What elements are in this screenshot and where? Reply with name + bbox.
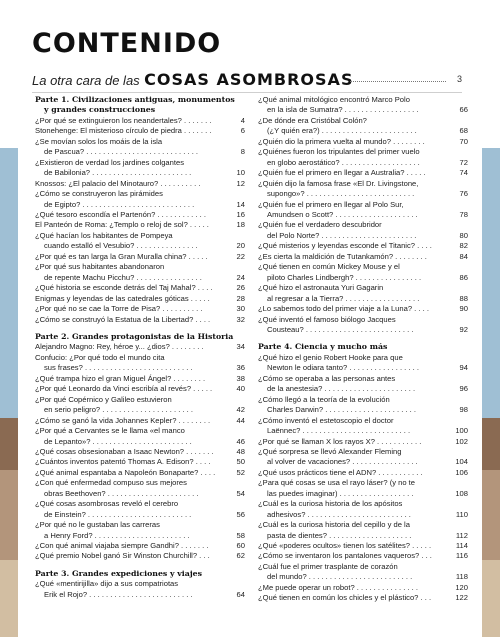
section-heading: Parte 3. Grandes expediciones y viajes [35, 568, 202, 578]
intro-entry[interactable] [32, 70, 462, 90]
toc-entry-page: 24 [236, 272, 245, 282]
intro-entry-leader [350, 81, 446, 82]
toc-entry-page: 122 [455, 593, 468, 603]
toc-entry[interactable] [258, 489, 468, 499]
toc-entry[interactable] [258, 583, 468, 593]
toc-entry-text: a Henry Ford? . . . . . . . . . . . . . . . . . . . . . . . [44, 530, 190, 540]
toc-entry-text: ¿Quién dijo la famosa frase «El Dr. Livingstone, [258, 178, 419, 188]
toc-entry-text: ¿Por qué Leonardo da Vinci escribía al revés? . . . . . [35, 384, 213, 394]
toc-entry-page: 28 [236, 293, 245, 303]
toc-entry[interactable] [258, 273, 468, 283]
toc-entry[interactable] [258, 363, 468, 373]
toc-entry-page: 112 [455, 530, 468, 540]
toc-entry-page: 102 [455, 436, 468, 446]
toc-entry-page: 32 [236, 314, 245, 324]
toc-entry-text: ¿Por qué se extinguieron los neandertales? . . . . . . . [35, 115, 212, 125]
toc-entry-page: 118 [455, 572, 468, 582]
toc-entry[interactable] [35, 179, 245, 189]
toc-entry-text: ¿Por qué a Cervantes se le llama «el manco [35, 426, 185, 436]
toc-entry-page: 94 [459, 363, 468, 373]
toc-entry-page: 104 [455, 457, 468, 467]
toc-entry-text: de Egipto? . . . . . . . . . . . . . . . . . . . . . . . . . . . [44, 199, 195, 209]
toc-entry-text: Knossos: ¿El palacio del Minotauro? . . . . . . . . . . [35, 178, 201, 188]
toc-entry[interactable] [35, 590, 245, 600]
toc-entry-page: 114 [455, 541, 468, 551]
toc-entry-text: ¿Cómo se construyeron las pirámides [35, 189, 163, 199]
section-heading: Parte 1. Civilizaciones antiguas, monumentos [35, 95, 235, 104]
toc-entry-text: de Lepanto»? . . . . . . . . . . . . . . . . . . . . . . . . [44, 436, 192, 446]
toc-entry-page: 96 [459, 384, 468, 394]
toc-entry[interactable] [258, 210, 468, 220]
toc-entry[interactable] [258, 416, 468, 426]
toc-entry-text: Cousteau? . . . . . . . . . . . . . . . . . . . . . . . . . . [267, 324, 414, 334]
toc-entry[interactable] [35, 457, 245, 467]
toc-entry-page: 92 [459, 324, 468, 334]
toc-column-left [35, 95, 245, 600]
toc-entry-page: 108 [455, 488, 468, 498]
toc-entry-text: ¿Por qué se llaman X los rayos X? . . . . . . . . . . . [258, 436, 422, 446]
toc-entry[interactable] [35, 384, 245, 394]
toc-entry-text: supongo»? . . . . . . . . . . . . . . . . . . . . . . . . . . [267, 189, 415, 199]
toc-entry-text: ¿Cuántos inventos patentó Thomas A. Edison? . . . . [35, 457, 211, 467]
toc-entry[interactable] [258, 478, 468, 488]
toc-entry-page: 30 [236, 304, 245, 314]
toc-entry-text: sus frases? . . . . . . . . . . . . . . . . . . . . . . . . . . [44, 363, 193, 373]
toc-entry[interactable] [258, 137, 468, 147]
toc-entry-text: ¿Quién fue el primero en llegar al Polo Sur, [258, 199, 404, 209]
toc-entry[interactable] [35, 231, 245, 241]
toc-entry-page: 8 [240, 147, 245, 157]
toc-entry[interactable] [35, 210, 245, 220]
toc-entry-text: ¿Cuál es la curiosa historia de los apósitos [258, 499, 403, 509]
toc-entry[interactable] [35, 395, 245, 405]
toc-entry[interactable] [258, 353, 468, 363]
toc-entry[interactable] [35, 478, 245, 488]
toc-entry[interactable] [35, 315, 245, 325]
toc-entry[interactable] [258, 384, 468, 394]
toc-entry-text: ¿Qué historia se esconde detrás del Taj Mahal? . . . . [35, 283, 213, 293]
toc-entry-text: ¿Qué animal espantaba a Napoleón Bonaparte? . . . . [35, 467, 216, 477]
toc-entry[interactable] [258, 116, 468, 126]
section-heading: y grandes construcciones [44, 105, 156, 115]
toc-entry-text: de repente Machu Picchu? . . . . . . . . . . . . . . . . [44, 272, 202, 282]
toc-entry[interactable] [258, 283, 468, 293]
toc-entry-text: al regresar a la Tierra? . . . . . . . . . . . . . . . . . . [267, 293, 420, 303]
toc-entry[interactable] [258, 179, 468, 189]
toc-entry-text: ¿Por qué no le gustaban las carreras [35, 520, 160, 530]
toc-entry[interactable] [258, 325, 468, 335]
toc-entry[interactable] [35, 520, 245, 530]
toc-entry-page: 42 [236, 405, 245, 415]
toc-entry[interactable] [35, 437, 245, 447]
toc-entry[interactable] [35, 158, 245, 168]
toc-entry-page: 76 [459, 189, 468, 199]
toc-entry[interactable] [258, 241, 468, 251]
toc-entry-text: cuando estalló el Vesubio? . . . . . . . . . . . . . . . [44, 241, 198, 251]
toc-entry[interactable] [35, 220, 245, 230]
toc-entry-text: ¿Qué hacían los habitantes de Pompeya [35, 230, 173, 240]
intro-entry-title: COSAS ASOMBROSAS [144, 70, 354, 89]
toc-entry-text: ¿Quién fue el primero en llegar a Australia? . . . . . [258, 168, 426, 178]
toc-entry-text: ¿Se movían solos los moáis de la isla [35, 136, 163, 146]
toc-entry-text: de Babilonia? . . . . . . . . . . . . . . . . . . . . . . . . [44, 168, 192, 178]
toc-entry-text: ¿Qué cosas obsesionaban a Isaac Newton? . . . . . . . [35, 446, 214, 456]
toc-entry[interactable] [35, 294, 245, 304]
toc-entry-page: 68 [459, 126, 468, 136]
toc-entry-page: 6 [240, 126, 245, 136]
toc-entry[interactable] [258, 252, 468, 262]
toc-entry-page: 10 [236, 168, 245, 178]
toc-entry-text: ¿Cuál es la curiosa historia del cepillo y de la [258, 520, 410, 530]
toc-entry[interactable] [35, 447, 245, 457]
toc-entry-page: 60 [236, 541, 245, 551]
toc-entry-page: 48 [236, 446, 245, 456]
toc-entry[interactable] [258, 405, 468, 415]
toc-entry-text: al volver de vacaciones? . . . . . . . . . . . . . . . . [267, 457, 418, 467]
toc-entry[interactable] [35, 147, 245, 157]
toc-entry-text: pasta de dientes? . . . . . . . . . . . . . . . . . . . . [267, 530, 412, 540]
toc-entry[interactable] [258, 220, 468, 230]
toc-entry-page: 110 [455, 509, 468, 519]
toc-entry-text: ¿Por qué sus habitantes abandonaron [35, 262, 165, 272]
toc-entry-page: 12 [236, 178, 245, 188]
toc-entry-page: 66 [459, 105, 468, 115]
toc-entry[interactable] [35, 304, 245, 314]
toc-entry[interactable] [35, 489, 245, 499]
toc-entry-page: 116 [455, 551, 468, 561]
toc-entry-text: ¿Cómo se inventaron los pantalones vaqueros? . . . [258, 551, 432, 561]
toc-entry[interactable] [35, 126, 245, 136]
toc-entry-text: ¿Con qué enfermedad compuso sus mejores [35, 478, 187, 488]
toc-entry-page: 98 [459, 405, 468, 415]
toc-entry-text: adhesivos? . . . . . . . . . . . . . . . . . . . . . . . . . [267, 509, 411, 519]
toc-entry-text: Amundsen o Scott? . . . . . . . . . . . . . . . . . . . . [267, 209, 418, 219]
toc-entry-text: Stonehenge: El misterioso círculo de piedra . . . . . . . [35, 126, 212, 136]
toc-entry-text: ¿Es cierta la maldición de Tutankamón? . . . . . . . . [258, 251, 427, 261]
toc-entry-text: ¿Por qué es tan larga la Gran Muralla china? . . . . . [35, 251, 208, 261]
toc-entry-text: ¿De dónde era Cristóbal Colón? [258, 115, 367, 125]
section-heading: Parte 4. Ciencia y mucho más [258, 342, 388, 352]
toc-entry-text: ¿Por qué Copérnico y Galileo estuvieron [35, 394, 172, 404]
toc-entry-text: de Einstein? . . . . . . . . . . . . . . . . . . . . . . . . . [44, 509, 192, 519]
toc-entry[interactable] [258, 395, 468, 405]
toc-entry[interactable] [35, 189, 245, 199]
page-title: CONTENIDO [32, 28, 222, 59]
toc-entry-text: ¿Lo sabemos todo del primer viaje a la Luna? . . . . [258, 304, 429, 314]
toc-entry[interactable] [35, 342, 245, 352]
toc-entry-text: Confucio: ¿Por qué todo el mundo cita [35, 352, 165, 362]
toc-entry[interactable] [258, 468, 468, 478]
toc-entry[interactable] [35, 262, 245, 272]
toc-entry-text: Enigmas y leyendas de las catedrales góticas . . . . . [35, 293, 210, 303]
toc-entry-page: 36 [236, 363, 245, 373]
toc-entry[interactable] [258, 437, 468, 447]
toc-entry-text: de la anestesia? . . . . . . . . . . . . . . . . . . . . . . [267, 384, 416, 394]
toc-entry-page: 74 [459, 168, 468, 178]
toc-entry[interactable] [35, 405, 245, 415]
toc-entry-text: piloto Charles Lindbergh? . . . . . . . . . . . . . . . . [267, 272, 422, 282]
toc-entry-page: 52 [236, 467, 245, 477]
toc-entry-text: ¿Quién dio la primera vuelta al mundo? . . . . . . . . [258, 136, 425, 146]
toc-entry-text: (¿Y quién era?) . . . . . . . . . . . . . . . . . . . . . . . [267, 126, 417, 136]
section-heading: Parte 2. Grandes protagonistas de la Historia [35, 331, 234, 341]
toc-entry-text: ¿Cuál fue el primer trasplante de corazón [258, 561, 398, 571]
toc-entry-page: 88 [459, 293, 468, 303]
toc-entry-text: ¿Cómo inventó el estetoscopio el doctor [258, 415, 394, 425]
toc-entry-page: 78 [459, 209, 468, 219]
toc-entry[interactable] [35, 252, 245, 262]
toc-entry-text: ¿Para qué cosas se usa el rayo láser? (y no te [258, 478, 416, 488]
toc-entry-page: 62 [236, 551, 245, 561]
toc-entry-page: 106 [455, 467, 468, 477]
toc-entry[interactable] [258, 158, 468, 168]
toc-entry[interactable] [35, 510, 245, 520]
toc-entry[interactable] [35, 168, 245, 178]
toc-entry-page: 16 [236, 209, 245, 219]
toc-entry-page: 4 [240, 115, 245, 125]
toc-entry[interactable] [35, 499, 245, 509]
toc-entry-page: 50 [236, 457, 245, 467]
toc-entry-text: ¿Qué «mentirijilla» dijo a sus compatriotas [35, 579, 179, 589]
toc-entry[interactable] [258, 262, 468, 272]
toc-entry-text: ¿Qué tienen en común Mickey Mouse y el [258, 262, 400, 272]
toc-entry-page: 100 [455, 426, 468, 436]
toc-entry-text: ¿Qué animal mitológico encontró Marco Polo [258, 95, 410, 104]
toc-entry[interactable] [258, 457, 468, 467]
toc-entry-page: 18 [236, 220, 245, 230]
toc-entry-text: ¿Qué inventó el famoso biólogo Jacques [258, 314, 396, 324]
toc-entry-text: ¿Me puede operar un robot? . . . . . . . . . . . . . . . [258, 582, 418, 592]
toc-entry-text: ¿Qué premio Nobel ganó Sir Winston Churchill? . . . [35, 551, 210, 561]
toc-entry-page: 80 [459, 230, 468, 240]
toc-entry[interactable] [258, 304, 468, 314]
toc-entry[interactable] [35, 579, 245, 589]
toc-entry-page: 44 [236, 415, 245, 425]
toc-entry[interactable] [258, 95, 468, 105]
toc-entry-page: 20 [236, 241, 245, 251]
toc-entry-page: 26 [236, 283, 245, 293]
toc-entry-text: Laënnec? . . . . . . . . . . . . . . . . . . . . . . . . . . [267, 426, 411, 436]
toc-entry-page: 34 [236, 342, 245, 352]
toc-entry-text: en globo aerostático? . . . . . . . . . . . . . . . . . . . [267, 157, 420, 167]
toc-entry-page: 56 [236, 509, 245, 519]
toc-entry[interactable] [258, 562, 468, 572]
toc-entry[interactable] [258, 551, 468, 561]
toc-entry[interactable] [35, 241, 245, 251]
toc-entry-page: 120 [455, 582, 468, 592]
toc-entry-text: ¿Quién fue el verdadero descubridor [258, 220, 382, 230]
toc-entry-text: ¿Qué tienen en común los chicles y el plástico? . . . [258, 593, 432, 603]
intro-entry-page: 3 [456, 74, 462, 84]
toc-entry[interactable] [258, 572, 468, 582]
toc-entry-page: 84 [459, 251, 468, 261]
intro-entry-prefix: La otra cara de las [32, 73, 140, 88]
toc-entry-text: ¿Cómo llegó a la teoría de la evolución [258, 394, 390, 404]
toc-entry-text: ¿Con qué animal viajaba siempre Gandhi? . . . . . . . [35, 541, 209, 551]
toc-entry-page: 14 [236, 199, 245, 209]
toc-entry-page: 40 [236, 384, 245, 394]
toc-entry[interactable] [258, 593, 468, 603]
toc-entry[interactable] [35, 116, 245, 126]
toc-entry[interactable] [35, 416, 245, 426]
toc-entry-text: Erik el Rojo? . . . . . . . . . . . . . . . . . . . . . . . . . [44, 589, 193, 599]
toc-entry[interactable] [35, 137, 245, 147]
toc-entry[interactable] [258, 531, 468, 541]
toc-entry-page: 86 [459, 272, 468, 282]
toc-entry[interactable] [258, 426, 468, 436]
toc-entry[interactable] [258, 105, 468, 115]
toc-entry-text: ¿Qué hizo el astronauta Yuri Gagarin [258, 283, 384, 293]
divider [32, 92, 462, 93]
toc-entry[interactable] [35, 283, 245, 293]
toc-entry[interactable] [258, 447, 468, 457]
toc-entry[interactable] [258, 200, 468, 210]
toc-entry-page: 64 [236, 589, 245, 599]
toc-column-right [258, 95, 468, 604]
toc-entry-text: Newton le odiara tanto? . . . . . . . . . . . . . . . . . [267, 363, 419, 373]
toc-entry[interactable] [258, 499, 468, 509]
toc-entry[interactable] [258, 520, 468, 530]
toc-entry-page: 72 [459, 157, 468, 167]
toc-entry-text: ¿Por qué no se cae la Torre de Pisa? . . . . . . . . . . [35, 304, 203, 314]
toc-entry-text: ¿Cómo se construyó la Estatua de la Libertad? . . . . [35, 314, 211, 324]
toc-entry-text: ¿Qué tesoro escondía el Partenón? . . . . . . . . . . . . [35, 209, 206, 219]
toc-entry-page: 22 [236, 251, 245, 261]
toc-entry[interactable] [258, 189, 468, 199]
toc-entry-text: ¿Qué sorpresa se llevó Alexander Fleming [258, 446, 402, 456]
toc-entry[interactable] [258, 126, 468, 136]
toc-entry-text: Alejandro Magno: Rey, héroe y... ¿dios? . . . . . . . . [35, 342, 204, 352]
toc-entry[interactable] [258, 147, 468, 157]
toc-entry-text: ¿Existieron de verdad los jardines colgantes [35, 157, 185, 167]
toc-entry-text: del Polo Norte? . . . . . . . . . . . . . . . . . . . . . . . [267, 230, 417, 240]
toc-entry-text: ¿Qué «poderes ocultos» tienen los satélites? . . . . . [258, 541, 432, 551]
toc-entry[interactable] [35, 374, 245, 384]
toc-entry-text: ¿Qué cosas asombrosas reveló el cerebro [35, 499, 179, 509]
toc-entry[interactable] [258, 168, 468, 178]
toc-entry[interactable] [35, 531, 245, 541]
toc-entry-text: en la isla de Sumatra? . . . . . . . . . . . . . . . . . . [267, 105, 419, 115]
toc-entry-text: las puedes imaginar) . . . . . . . . . . . . . . . . . . [267, 488, 414, 498]
toc-entry[interactable] [258, 315, 468, 325]
toc-entry[interactable] [35, 541, 245, 551]
toc-entry[interactable] [258, 294, 468, 304]
toc-entry[interactable] [258, 374, 468, 384]
toc-entry-text: ¿Qué trampa hizo el gran Miguel Ángel? . . . . . . . . [35, 373, 206, 383]
toc-entry-page: 38 [236, 373, 245, 383]
toc-entry[interactable] [35, 551, 245, 561]
toc-entry-page: 82 [459, 241, 468, 251]
toc-entry[interactable] [258, 510, 468, 520]
toc-entry-text: ¿Cómo se operaba a las personas antes [258, 373, 396, 383]
toc-entry-text: Charles Darwin? . . . . . . . . . . . . . . . . . . . . . . [267, 405, 416, 415]
toc-entry[interactable] [35, 273, 245, 283]
toc-entry-page: 54 [236, 488, 245, 498]
toc-entry[interactable] [258, 541, 468, 551]
toc-entry-page: 58 [236, 530, 245, 540]
toc-entry-text: ¿Cómo se ganó la vida Johannes Kepler? . . . . . . . . [35, 415, 211, 425]
toc-entry[interactable] [35, 353, 245, 363]
toc-entry[interactable] [35, 426, 245, 436]
toc-entry-text: ¿Qué usos prácticos tiene el ADN? . . . . . . . . . . . [258, 467, 423, 477]
toc-entry[interactable] [35, 363, 245, 373]
toc-entry-text: del mundo? . . . . . . . . . . . . . . . . . . . . . . . . . [267, 572, 413, 582]
toc-entry-page: 46 [236, 436, 245, 446]
toc-entry-text: en serio peligro? . . . . . . . . . . . . . . . . . . . . . . [44, 405, 193, 415]
toc-entry[interactable] [35, 200, 245, 210]
toc-entry-text: ¿Qué hizo el genio Robert Hooke para que [258, 352, 403, 362]
toc-entry-page: 90 [459, 304, 468, 314]
toc-entry-text: obras Beethoven? . . . . . . . . . . . . . . . . . . . . . . [44, 488, 199, 498]
toc-entry[interactable] [258, 231, 468, 241]
toc-entry-text: El Panteón de Roma: ¿Templo o reloj de sol? . . . . . [35, 220, 209, 230]
toc-entry-page: 70 [459, 136, 468, 146]
toc-entry-text: ¿Qué misterios y leyendas esconde el Titanic? . . . . [258, 241, 432, 251]
toc-entry-text: de Pascua? . . . . . . . . . . . . . . . . . . . . . . . . . . . [44, 147, 199, 157]
toc-entry-text: ¿Quiénes fueron los tripulantes del primer vuelo [258, 147, 420, 157]
toc-entry[interactable] [35, 468, 245, 478]
